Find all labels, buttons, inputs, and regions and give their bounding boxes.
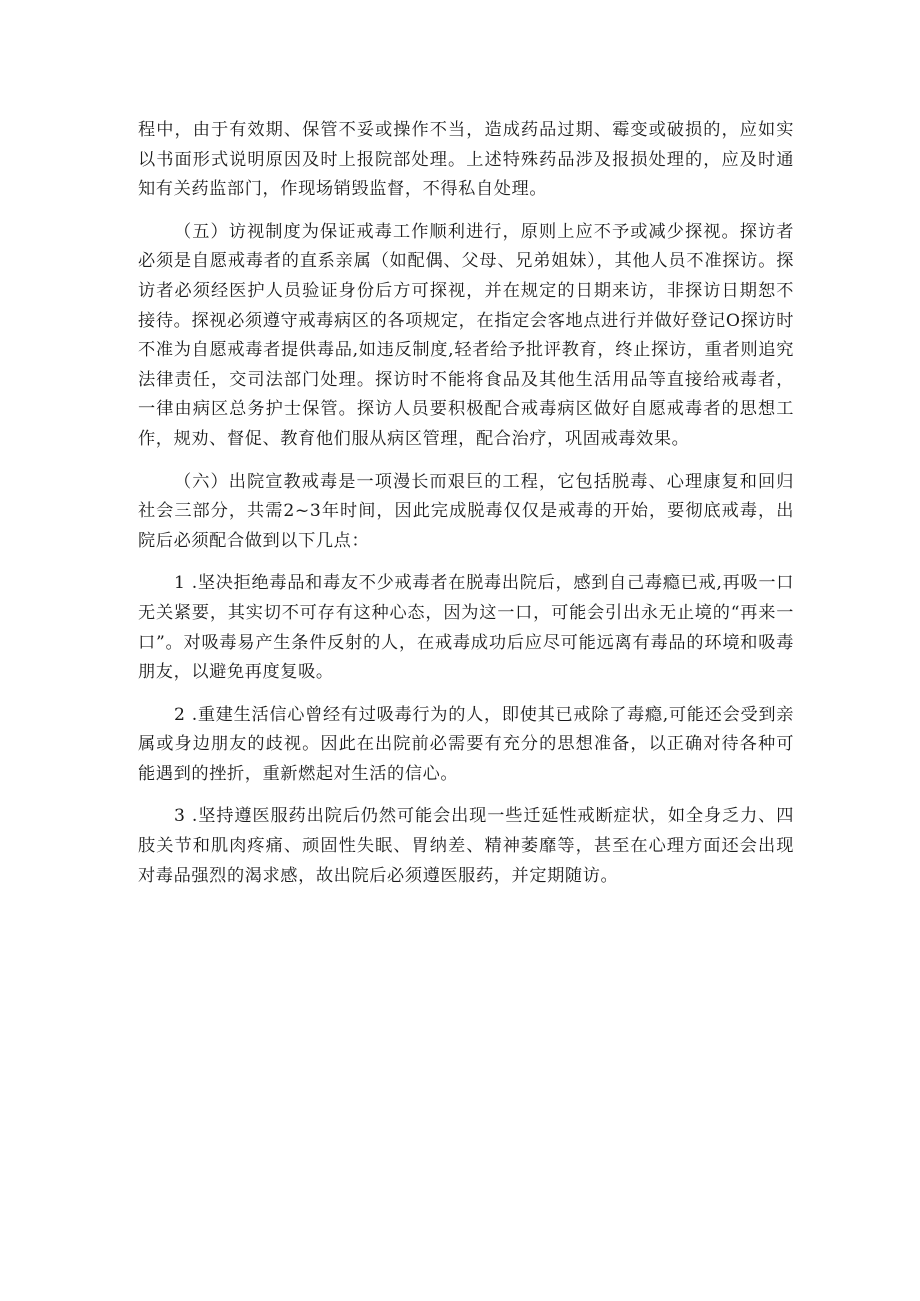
list-item-refuse-drugs: 1 .坚决拒绝毒品和毒友不少戒毒者在脱毒出院后，感到自己毒瘾已戒,再吸一口无关紧要，其实切不可存有这种心态，因为这一口，可能会引出永无止境的“再来一口”。对吸毒易产生条件反射的人，在戒毒成功后应尽可能远离有毒品的环境和吸毒朋友，以避免再度复吸。 — [138, 573, 794, 683]
document-body — [138, 116, 794, 904]
paragraph-visitation-policy: （五）访视制度为保证戒毒工作顺利进行，原则上应不予或减少探视。探访者必须是自愿戒毒者的直系亲属（如配偶、父母、兄弟姐妹），其他人员不准探访。探访者必须经医护人员验证身份后方可探视，并在规定的日期来访，非探访日期恕不接待。探视必须遵守戒毒病区的各项规定，在指定会客地点进行并做好登记O探访时不准为自愿戒毒者提供毒品,如违反制度,轻者给予批评教育，终止探访，重者则追究法律责任，交司法部门处理。探访时不能将食品及其他生活用品等直接给戒毒者，一律由病区总务护士保管。探访人员要积极配合戒毒病区做好自愿戒毒者的思想工作，规劝、督促、教育他们服从病区管理，配合治疗，巩固戒毒效果。 — [138, 221, 794, 449]
list-item-follow-medication: 3 .坚持遵医服药出院后仍然可能会出现一些迁延性戒断症状，如全身乏力、四肢关节和肌肉疼痛、顽固性失眠、胃纳差、精神萎靡等，甚至在心理方面还会出现对毒品强烈的渴求感，故出院后必须遵医服药，并定期随访。 — [138, 806, 794, 886]
paragraph-discharge-education: （六）出院宣教戒毒是一项漫长而艰巨的工程，它包括脱毒、心理康复和回归社会三部分，共需2~3年时间，因此完成脱毒仅仅是戒毒的开始，要彻底戒毒，出院后必须配合做到以下几点： — [138, 471, 794, 551]
paragraph-continuation-drug-disposal: 程中，由于有效期、保管不妥或操作不当，造成药品过期、霉变或破损的，应如实以书面形式说明原因及时上报院部处理。上述特殊药品涉及报损处理的，应及时通知有关药监部门，作现场销毁监督，不得私自处理。 — [138, 120, 794, 200]
list-item-rebuild-confidence: 2 .重建生活信心曾经有过吸毒行为的人，即使其已戒除了毒瘾,可能还会受到亲属或身边朋友的歧视。因此在出院前必需要有充分的思想准备，以正确对待各种可能遇到的挫折，重新燃起对生活的信心。 — [138, 704, 794, 784]
